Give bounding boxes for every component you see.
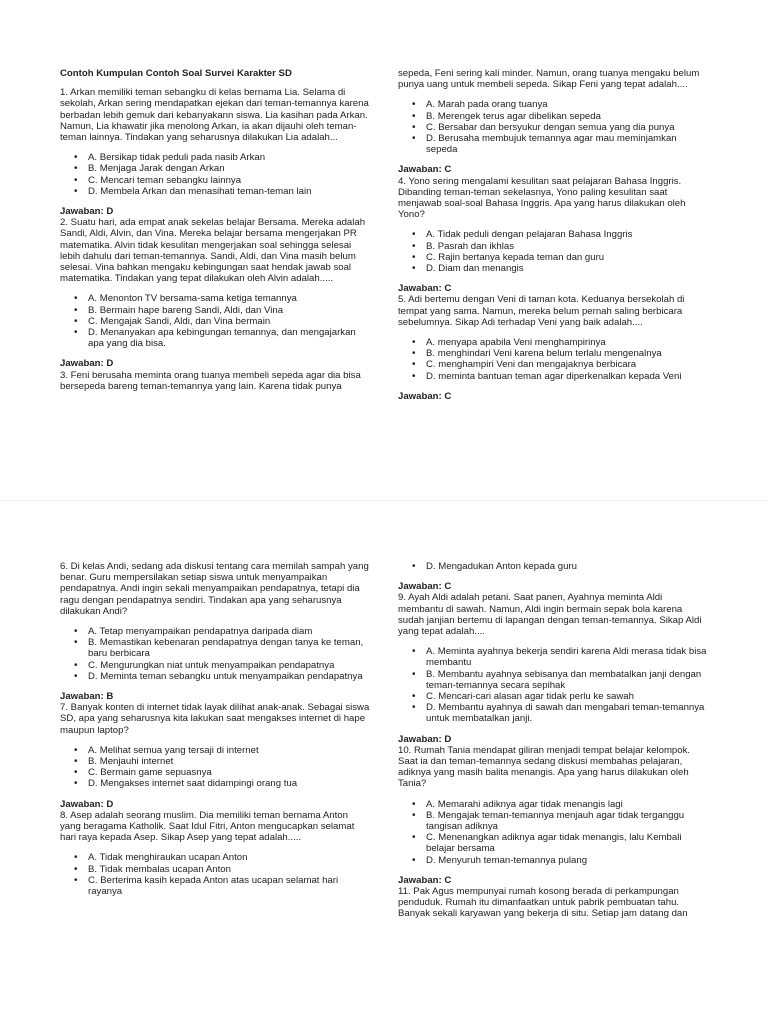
question-6-options xyxy=(60,626,370,682)
option-item: • A. Memarahi adiknya agar tidak menangis lagi xyxy=(426,799,708,810)
option-item: • D. Mengakses internet saat didampingi orang tua xyxy=(88,778,370,789)
question-9-answer: Jawaban: D xyxy=(398,733,452,745)
question-2-options xyxy=(60,293,370,349)
question-2-answer: Jawaban: D xyxy=(60,358,114,370)
option-item: • D. Berusaha membujuk temannya agar mau meminjamkan sepeda xyxy=(426,133,708,155)
option-item: • A. Tidak menghiraukan ucapan Anton xyxy=(88,852,370,863)
option-item: • C. Menenangkan adiknya agar tidak menangis, lalu Kembali belajar bersama xyxy=(426,832,708,854)
option-item: • C. Berterima kasih kepada Anton atas ucapan selamat hari rayanya xyxy=(88,875,370,897)
question-7-options xyxy=(60,745,370,790)
question-3-text-part2: sepeda, Feni sering kali minder. Namun, orang tuanya mengaku belum punya uang untuk membeli sepeda. Sikap Feni yang tepat adalah.... xyxy=(398,68,700,91)
option-item: • A. Menonton TV bersama-sama ketiga temannya xyxy=(88,293,370,304)
option-item: • C. Mengajak Sandi, Aldi, dan Vina bermain xyxy=(88,316,370,327)
question-7-text: 7. Banyak konten di internet tidak layak dilihat anak-anak. Sebagai siswa SD, apa yang seharusnya kita lakukan saat mengakses internet di hape maupun laptop? xyxy=(60,702,370,736)
question-8-options-continued xyxy=(398,561,708,572)
question-3-text-part1: 3. Feni berusaha meminta orang tuanya membeli sepeda agar dia bisa bersepeda bareng teman-temannya yang lain. Karena tidak punya xyxy=(60,369,361,392)
question-5-options xyxy=(398,337,708,382)
option-item: • C. Bermain game sepuasnya xyxy=(88,767,370,778)
option-item: • C. Bersabar dan bersyukur dengan semua yang dia punya xyxy=(426,122,708,133)
option-item: • A. menyapa apabila Veni menghampirinya xyxy=(426,337,708,348)
question-6-text: 6. Di kelas Andi, sedang ada diskusi tentang cara memilah sampah yang benar. Guru mempersilakan setiap siswa untuk menyampaikan pendapatnya. Andi ingin sekali menyampaikan pendapatnya, tetapi dia ragu dengan pendapatnya sendiri. Tindakan apa yang seharusnya dilakukan Andi? xyxy=(60,561,369,617)
page-2-right-column xyxy=(398,561,708,920)
option-item: • B. Merengek terus agar dibelikan sepeda xyxy=(426,111,708,122)
option-item: • B. menghindari Veni karena belum terlalu mengenalnya xyxy=(426,348,708,359)
question-4-text: 4. Yono sering mengalami kesulitan saat pelajaran Bahasa Inggris. Dibanding teman-teman sekelasnya, Yono paling kesulitan saat menjawab soal-soal Bahasa Inggris. Apa yang harus dilakukan oleh Yono? xyxy=(398,175,686,221)
question-3-options xyxy=(398,99,708,155)
question-4-options xyxy=(398,229,708,274)
question-8-answer: Jawaban: C xyxy=(398,581,452,593)
option-item: • B. Tidak membalas ucapan Anton xyxy=(88,864,370,875)
option-item: • D. meminta bantuan teman agar diperkenalkan kepada Veni xyxy=(426,371,708,382)
option-item: • B. Mengajak teman-temannya menjauh agar tidak terganggu tangisan adiknya xyxy=(426,810,708,832)
option-item: • B. Membantu ayahnya sebisanya dan membatalkan janji dengan teman-temannya secara sepihak xyxy=(426,669,708,691)
option-item: • B. Memastikan kebenaran pendapatnya dengan tanya ke teman, baru berbicara xyxy=(88,637,370,659)
question-10-text: 10. Rumah Tania mendapat giliran menjadi tempat belajar kelompok. Saat ia dan teman-temannya sedang diskusi membahas pelajaran, adiknya yang masih balita menangis. Apa yang harus dilakukan oleh Tania? xyxy=(398,744,691,790)
question-5-text: 5. Adi bertemu dengan Veni di taman kota. Keduanya bersekolah di tempat yang sama. Namun, mereka belum pernah saling berbicara sebelumnya. Sikap Adi terhadap Veni yang baik adalah.... xyxy=(398,294,685,328)
option-item: • C. Rajin bertanya kepada teman dan guru xyxy=(426,252,708,263)
question-11-text: 11. Pak Agus mempunyai rumah kosong berada di perkampungan penduduk. Rumah itu dimanfaatkan untuk pabrik pembuatan tahu. Banyak sekali karyawan yang bekerja di situ. Setiap jam datang dan xyxy=(398,886,688,920)
option-item: • B. Menjaga Jarak dengan Arkan xyxy=(88,163,370,174)
page-1-left-column xyxy=(60,68,370,401)
option-item: • D. Mengadukan Anton kepada guru xyxy=(426,561,708,572)
question-1-answer: Jawaban: D xyxy=(60,206,114,218)
question-7-answer: Jawaban: D xyxy=(60,798,114,810)
question-6-answer: Jawaban: B xyxy=(60,691,114,703)
question-9-text: 9. Ayah Aldi adalah petani. Saat panen, Ayahnya meminta Aldi membantu di sawah. Namun, Aldi ingin bermain sepak bola karena sudah janjian bertemu di lapangan dengan teman-temannya. Sikap Aldi yang tepat adalah.... xyxy=(398,592,702,638)
option-item: • D. Membela Arkan dan menasihati teman-teman lain xyxy=(88,186,370,197)
option-item: • C. menghampiri Veni dan mengajaknya berbicara xyxy=(426,359,708,370)
option-item: • D. Membantu ayahnya di sawah dan mengabari teman-temannya untuk membatalkan janji. xyxy=(426,702,708,724)
option-item: • A. Melihat semua yang tersaji di internet xyxy=(88,745,370,756)
option-item: • B. Menjauhi internet xyxy=(88,756,370,767)
page-1-right-column xyxy=(398,68,708,402)
option-item: • A. Bersikap tidak peduli pada nasib Arkan xyxy=(88,152,370,163)
option-item: • C. Mencari-cari alasan agar tidak perlu ke sawah xyxy=(426,691,708,702)
question-1-text: 1. Arkan memiliki teman sebangku di kelas bernama Lia. Selama di sekolah, Arkan sering mendapatkan ejekan dari teman-temannya karena berbadan lebih gemuk dari kebanyakann siswa. Lia kasihan pada Arkan. Namun, Lia khawatir jika menolong Arkan, ia akan dijauhi oleh teman-teman lainnya. Tindakan yang seharusnya dilakukan Lia adalah... xyxy=(60,87,369,144)
question-4-answer: Jawaban: C xyxy=(398,283,452,295)
option-item: • D. Diam dan menangis xyxy=(426,263,708,274)
option-item: • A. Tidak peduli dengan pelajaran Bahasa Inggris xyxy=(426,229,708,240)
question-3-answer: Jawaban: C xyxy=(398,164,452,176)
option-item: • A. Marah pada orang tuanya xyxy=(426,99,708,110)
question-2-text: 2. Suatu hari, ada empat anak sekelas belajar Bersama. Mereka adalah Sandi, Aldi, Alvin, dan Vina. Mereka belajar bersama mengerjakan PR matematika. Alvin tidak kesulitan mengerjakan soal sehingga selesai lebih dahulu dari teman-temannya. Sandi, Aldi, dan Vina masih belum selesai. Vina bahkan mengaku kebingungan saat hendak jawab soal matematika. Tindakan yang tepat dilakukan oleh Alvin adalah..... xyxy=(60,217,366,285)
document-page-2 xyxy=(0,500,768,1024)
question-8-options xyxy=(60,852,370,897)
option-item: • D. Menyuruh teman-temannya pulang xyxy=(426,855,708,866)
question-5-answer: Jawaban: C xyxy=(398,390,452,402)
document-page-1 xyxy=(0,0,768,501)
option-item: • A. Tetap menyampaikan pendapatnya daripada diam xyxy=(88,626,370,637)
option-item: • C. Mencari teman sebangku lainnya xyxy=(88,175,370,186)
option-item: • C. Mengurungkan niat untuk menyampaikan pendapatnya xyxy=(88,660,370,671)
question-10-options xyxy=(398,799,708,866)
question-9-options xyxy=(398,646,708,724)
question-10-answer: Jawaban: C xyxy=(398,874,452,886)
option-item: • D. Meminta teman sebangku untuk menyampaikan pendapatnya xyxy=(88,671,370,682)
option-item: • B. Bermain hape bareng Sandi, Aldi, dan Vina xyxy=(88,305,370,316)
option-item: • A. Meminta ayahnya bekerja sendiri karena Aldi merasa tidak bisa membantu xyxy=(426,646,708,668)
option-item: • D. Menanyakan apa kebingungan temannya, dan mengajarkan apa yang dia bisa. xyxy=(88,327,370,349)
document-title: Contoh Kumpulan Contoh Soal Survei Karakter SD xyxy=(60,68,292,79)
question-1-options xyxy=(60,152,370,197)
option-item: • B. Pasrah dan ikhlas xyxy=(426,241,708,252)
page-2-left-column xyxy=(60,561,370,906)
question-8-text: 8. Asep adalah seorang muslim. Dia memiliki teman bernama Anton yang beragama Katholik. Saat Idul Fitri, Anton mengucapkan selamat hari raya kepada Asep. Sikap Asep yang tepat adalah..... xyxy=(60,809,355,844)
